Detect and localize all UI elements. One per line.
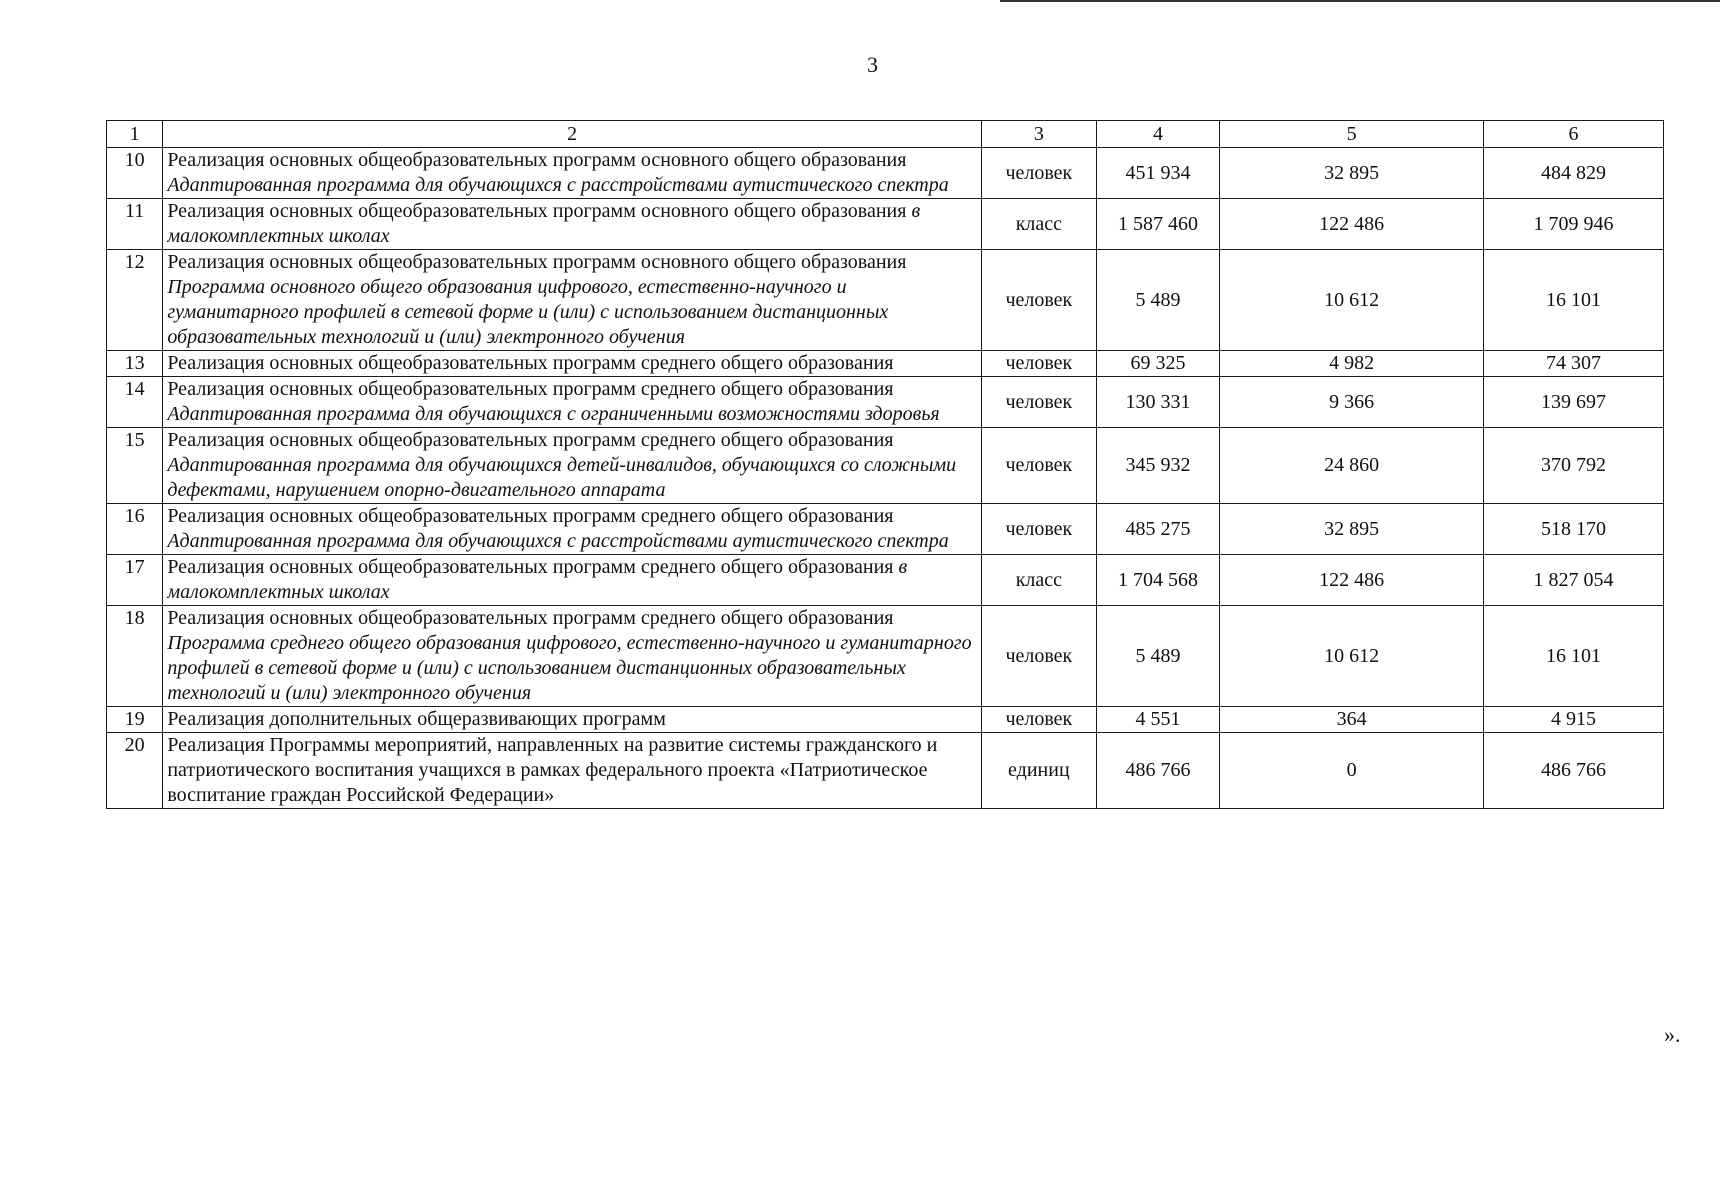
row-value-4: 486 766 xyxy=(1096,733,1220,809)
row-value-4: 5 489 xyxy=(1096,606,1220,707)
row-name-italic-text: Адаптированная программа для обучающихся с расстройствами аутистического спектра xyxy=(167,174,949,196)
row-name-text: Реализация основных общеобразовательных программ среднего общего образования xyxy=(167,607,894,629)
header-cell-3: 3 xyxy=(982,121,1097,148)
row-unit: класс xyxy=(982,555,1097,606)
row-number: 17 xyxy=(107,555,163,606)
row-name-text: Реализация основных общеобразовательных программ среднего общего образования xyxy=(167,352,894,374)
row-value-4: 4 551 xyxy=(1096,707,1220,733)
row-value-6: 1 709 946 xyxy=(1483,199,1663,250)
row-name-text: Реализация основных общеобразовательных программ среднего общего образования xyxy=(167,429,894,451)
header-cell-5: 5 xyxy=(1220,121,1484,148)
row-name-text: Реализация основных общеобразовательных программ основного общего образования xyxy=(167,200,907,222)
row-number: 11 xyxy=(107,199,163,250)
row-name-text: Реализация основных общеобразовательных программ среднего общего образования xyxy=(167,505,894,527)
page-number: 3 xyxy=(867,52,878,77)
row-value-4: 1 704 568 xyxy=(1096,555,1220,606)
row-name xyxy=(163,606,982,707)
row-value-5: 0 xyxy=(1220,733,1484,809)
row-name-italic-text: Программа среднего общего образования цифрового, естественно-научного и гуманитарного профилей в сетевой форме и (или) с использованием дистанционных образовательных технологий и (или) электронного обучения xyxy=(167,632,972,704)
row-value-4: 5 489 xyxy=(1096,250,1220,351)
row-name xyxy=(163,428,982,504)
header-cell-6: 6 xyxy=(1483,121,1663,148)
row-number: 16 xyxy=(107,504,163,555)
row-number: 13 xyxy=(107,351,163,377)
table-row xyxy=(107,733,1664,809)
table-row xyxy=(107,428,1664,504)
row-name-italic-text: в малокомплектных школах xyxy=(167,556,908,603)
row-unit: человек xyxy=(982,377,1097,428)
row-number: 12 xyxy=(107,250,163,351)
row-value-6: 139 697 xyxy=(1483,377,1663,428)
closing-quote: ». xyxy=(1664,1022,1681,1047)
row-name xyxy=(163,250,982,351)
row-value-5: 32 895 xyxy=(1220,148,1484,199)
row-name xyxy=(163,733,982,809)
header-row xyxy=(107,121,1664,148)
row-value-5: 122 486 xyxy=(1220,555,1484,606)
row-unit: человек xyxy=(982,250,1097,351)
row-name xyxy=(163,351,982,377)
row-number: 10 xyxy=(107,148,163,199)
row-value-5: 9 366 xyxy=(1220,377,1484,428)
row-value-6: 370 792 xyxy=(1483,428,1663,504)
header-cell-2: 2 xyxy=(163,121,982,148)
row-name xyxy=(163,199,982,250)
row-name xyxy=(163,504,982,555)
row-value-4: 1 587 460 xyxy=(1096,199,1220,250)
row-value-6: 74 307 xyxy=(1483,351,1663,377)
row-name-text: Реализация основных общеобразовательных программ среднего общего образования xyxy=(167,556,894,578)
row-name-italic-text: Адаптированная программа для обучающихся с ограниченными возможностями здоровья xyxy=(167,403,940,425)
row-name-italic-text: Адаптированная программа для обучающихся детей-инвалидов, обучающихся со сложными дефектами, нарушением опорно-двигательного аппарата xyxy=(167,454,957,501)
row-value-5: 24 860 xyxy=(1220,428,1484,504)
table-row xyxy=(107,377,1664,428)
row-value-6: 486 766 xyxy=(1483,733,1663,809)
row-number: 14 xyxy=(107,377,163,428)
table-row xyxy=(107,148,1664,199)
row-name-text: Реализация основных общеобразовательных программ основного общего образования xyxy=(167,251,907,273)
row-number: 20 xyxy=(107,733,163,809)
row-name-text: Реализация дополнительных общеразвивающих программ xyxy=(167,708,666,730)
row-value-6: 518 170 xyxy=(1483,504,1663,555)
row-value-4: 130 331 xyxy=(1096,377,1220,428)
row-number: 18 xyxy=(107,606,163,707)
row-value-5: 10 612 xyxy=(1220,606,1484,707)
row-name-text: Реализация основных общеобразовательных программ основного общего образования xyxy=(167,149,907,171)
row-name-italic-text: в малокомплектных школах xyxy=(167,200,921,247)
table-row xyxy=(107,250,1664,351)
table-row xyxy=(107,351,1664,377)
row-value-6: 16 101 xyxy=(1483,606,1663,707)
row-value-5: 10 612 xyxy=(1220,250,1484,351)
row-unit: человек xyxy=(982,148,1097,199)
row-unit: класс xyxy=(982,199,1097,250)
table-row xyxy=(107,504,1664,555)
row-value-4: 69 325 xyxy=(1096,351,1220,377)
row-unit: человек xyxy=(982,428,1097,504)
row-value-4: 345 932 xyxy=(1096,428,1220,504)
row-name xyxy=(163,707,982,733)
row-value-6: 1 827 054 xyxy=(1483,555,1663,606)
data-table xyxy=(106,120,1664,809)
row-unit: человек xyxy=(982,504,1097,555)
row-name-italic-text: Программа основного общего образования цифрового, естественно-научного и гуманитарного профилей в сетевой форме и (или) с использованием дистанционных образовательных технологий и (или) электронного обучения xyxy=(167,276,889,348)
row-name-italic-text: Адаптированная программа для обучающихся с расстройствами аутистического спектра xyxy=(167,530,949,552)
row-value-5: 122 486 xyxy=(1220,199,1484,250)
row-name-text: Реализация Программы мероприятий, направленных на развитие системы гражданского и патриотического воспитания учащихся в рамках федерального проекта «Патриотическое воспитание граждан Российской Федерации» xyxy=(167,734,938,806)
row-value-6: 16 101 xyxy=(1483,250,1663,351)
row-number: 19 xyxy=(107,707,163,733)
row-value-6: 4 915 xyxy=(1483,707,1663,733)
row-number: 15 xyxy=(107,428,163,504)
table-row xyxy=(107,555,1664,606)
row-unit: человек xyxy=(982,606,1097,707)
row-unit: человек xyxy=(982,707,1097,733)
table-row xyxy=(107,606,1664,707)
row-value-5: 4 982 xyxy=(1220,351,1484,377)
row-value-5: 32 895 xyxy=(1220,504,1484,555)
table-row xyxy=(107,199,1664,250)
table-row xyxy=(107,707,1664,733)
header-cell-1: 1 xyxy=(107,121,163,148)
row-name xyxy=(163,555,982,606)
header-cell-4: 4 xyxy=(1096,121,1220,148)
table-body xyxy=(107,148,1664,809)
row-unit: человек xyxy=(982,351,1097,377)
row-name xyxy=(163,148,982,199)
row-value-5: 364 xyxy=(1220,707,1484,733)
row-unit: единиц xyxy=(982,733,1097,809)
row-value-4: 451 934 xyxy=(1096,148,1220,199)
row-value-6: 484 829 xyxy=(1483,148,1663,199)
top-rule xyxy=(1000,0,1720,2)
row-name-text: Реализация основных общеобразовательных программ среднего общего образования xyxy=(167,378,894,400)
row-value-4: 485 275 xyxy=(1096,504,1220,555)
row-name xyxy=(163,377,982,428)
